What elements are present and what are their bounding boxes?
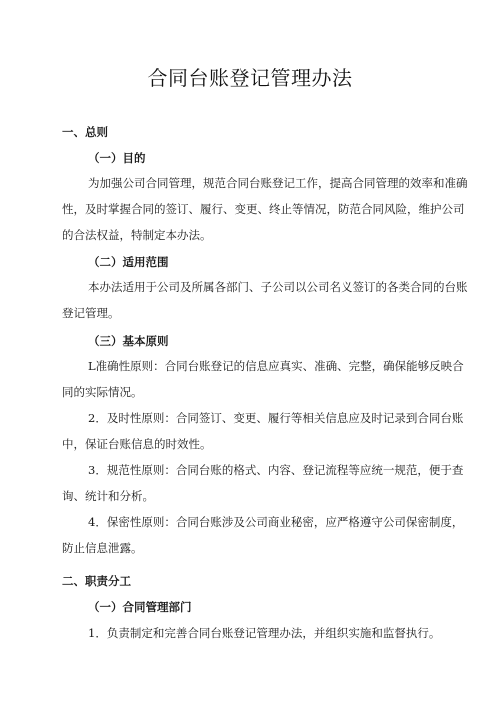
paragraph-principle-confidentiality bbox=[62, 509, 464, 561]
paragraph-purpose bbox=[62, 170, 468, 248]
subsection-heading-scope: （二）适用范围 bbox=[88, 255, 169, 269]
subsection-heading-contract-dept: （一）合同管理部门 bbox=[88, 600, 192, 614]
paragraph-line: L准确性原则：合同台账登记的信息应真实、准确、完整，确保能够反映合 bbox=[88, 359, 464, 373]
paragraph-line: 1．负责制定和完善合同台账登记管理办法，并组织实施和监督执行。 bbox=[88, 626, 441, 640]
paragraph-line: 性，及时掌握合同的签订、履行、变更、终止等情况，防范合同风险，维护公司 bbox=[62, 202, 465, 216]
paragraph-contract-dept-duty-1 bbox=[62, 620, 442, 646]
paragraph-line: 登记管理。 bbox=[62, 306, 120, 320]
paragraph-principle-accuracy bbox=[62, 353, 464, 405]
paragraph-scope bbox=[62, 274, 468, 326]
section-heading-general: 一、总则 bbox=[62, 125, 108, 139]
paragraph-line: 中，保证台账信息的时效性。 bbox=[62, 437, 212, 451]
paragraph-principle-timeliness bbox=[62, 405, 464, 457]
paragraph-line: 同的实际情况。 bbox=[62, 385, 143, 399]
paragraph-line: 的合法权益，特制定本办法。 bbox=[62, 228, 212, 242]
paragraph-line: 本办法适用于公司及所属各部门、子公司以公司名义签订的各类合同的台账 bbox=[88, 280, 468, 294]
subsection-heading-purpose: （一）目的 bbox=[88, 151, 146, 165]
paragraph-line: 2．及时性原则：合同签订、变更、履行等相关信息应及时记录到合同台账 bbox=[88, 411, 464, 425]
paragraph-line: 4．保密性原则：合同台账涉及公司商业秘密，应严格遵守公司保密制度， bbox=[88, 515, 464, 529]
paragraph-line: 为加强公司合同管理，规范合同台账登记工作，提高合同管理的效率和准确 bbox=[88, 176, 468, 190]
paragraph-line: 3．规范性原则：合同台账的格式、内容、登记流程等应统一规范，便于查 bbox=[88, 463, 464, 477]
paragraph-line: 询、统计和分析。 bbox=[62, 489, 154, 503]
paragraph-principle-standardization bbox=[62, 457, 464, 509]
section-heading-responsibilities: 二、职责分工 bbox=[62, 574, 131, 588]
subsection-heading-principles: （三）基本原则 bbox=[88, 334, 169, 348]
paragraph-line: 防止信息泄露。 bbox=[62, 541, 143, 555]
document-title: 合同台账登记管理办法 bbox=[147, 66, 353, 90]
